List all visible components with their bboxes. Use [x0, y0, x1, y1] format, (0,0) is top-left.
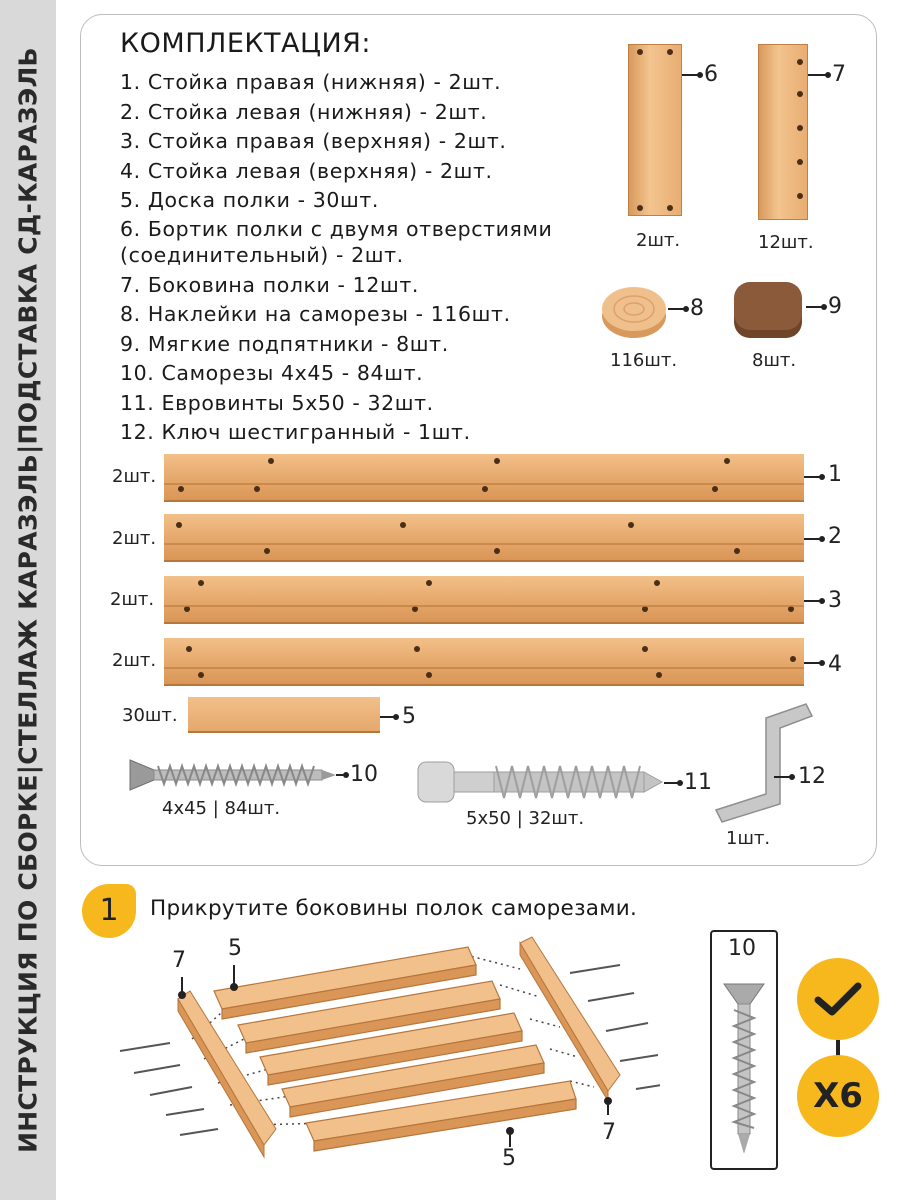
part-5-number: 5 [402, 704, 416, 729]
part-6-image [628, 44, 682, 216]
kit-item: 2. Стойка левая (нижняя) - 2шт. [120, 99, 488, 124]
kit-item: 4. Стойка левая (верхняя) - 2шт. [120, 158, 493, 183]
board-4-qty: 2шт. [112, 650, 157, 671]
side-title: ИНСТРУКЦИЯ ПО СБОРКЕ|СТЕЛЛАЖ КАРАЗЭЛЬ|ПОДСТАВКА СД-КАРАЗЭЛЬ [13, 47, 43, 1153]
hex-key-icon [708, 700, 824, 826]
part-10-number: 10 [350, 762, 378, 787]
board-1-image [164, 454, 804, 502]
step-text: Прикрутите боковины полок саморезами. [150, 896, 638, 921]
kit-item: 7. Боковина полки - 12шт. [120, 272, 419, 297]
kit-item: 8. Наклейки на саморезы - 116шт. [120, 302, 511, 326]
step-label-side-right: 7 [602, 1120, 616, 1145]
part-8-qty: 116шт. [610, 350, 678, 371]
step-label-board-top: 5 [228, 936, 242, 961]
board-1-qty: 2шт. [112, 466, 157, 487]
multiplier-text: X6 [813, 1076, 863, 1116]
part-10-spec: 4х45 | 84шт. [162, 798, 281, 819]
kit-title: КОМПЛЕКТАЦИЯ: [120, 28, 372, 59]
part-11-number: 11 [684, 770, 712, 795]
screw-detail-number: 10 [728, 936, 756, 961]
part-7-image [758, 44, 808, 220]
part-6-qty: 2шт. [636, 230, 681, 251]
board-3-qty: 2шт. [110, 589, 155, 610]
part-8-number: 8 [690, 296, 704, 321]
board-3-number: 3 [828, 588, 842, 613]
part-5-qty: 30шт. [122, 705, 178, 726]
kit-item: 5. Доска полки - 30шт. [120, 188, 380, 212]
kit-item: 6. Бортик полки с двумя отверстиями (соединительный) - 2шт. [120, 216, 553, 267]
step-label-board-bottom: 5 [502, 1146, 516, 1171]
board-4-number: 4 [828, 652, 842, 677]
kit-item: 3. Стойка правая (верхняя) - 2шт. [120, 129, 507, 153]
part-7-qty: 12шт. [758, 232, 814, 253]
part-6-number: 6 [704, 62, 718, 87]
pad-icon [730, 280, 806, 342]
board-2-number: 2 [828, 524, 842, 549]
board-2-image [164, 514, 804, 562]
part-7-number: 7 [832, 62, 846, 87]
kit-item: 10. Саморезы 4х45 - 84шт. [120, 361, 424, 385]
kit-item: 12. Ключ шестигранный - 1шт. [120, 420, 471, 444]
board-4-image [164, 638, 804, 686]
part-11-spec: 5х50 | 32шт. [466, 808, 585, 829]
board-2-qty: 2шт. [112, 528, 157, 549]
part-12-number: 12 [798, 764, 826, 789]
part-12-qty: 1шт. [726, 828, 771, 849]
part-9-qty: 8шт. [752, 350, 797, 371]
screw-10-icon [128, 758, 338, 792]
kit-item: 11. Евровинты 5х50 - 32шт. [120, 390, 434, 415]
check-icon [812, 978, 864, 1020]
part-5-image [188, 697, 380, 733]
board-1-number: 1 [828, 462, 842, 487]
part-9-number: 9 [828, 294, 842, 319]
kit-item: 1. Стойка правая (нижняя) - 2шт. [120, 70, 502, 94]
screw-11-icon [416, 760, 666, 804]
kit-item: 9. Мягкие подпятники - 8шт. [120, 331, 449, 356]
step-label-side-left: 7 [172, 948, 186, 973]
step-number: 1 [99, 893, 119, 928]
sticker-icon [600, 282, 668, 340]
kit-list [120, 68, 620, 448]
board-3-image [164, 576, 804, 624]
screw-10-detail-icon [720, 978, 768, 1158]
